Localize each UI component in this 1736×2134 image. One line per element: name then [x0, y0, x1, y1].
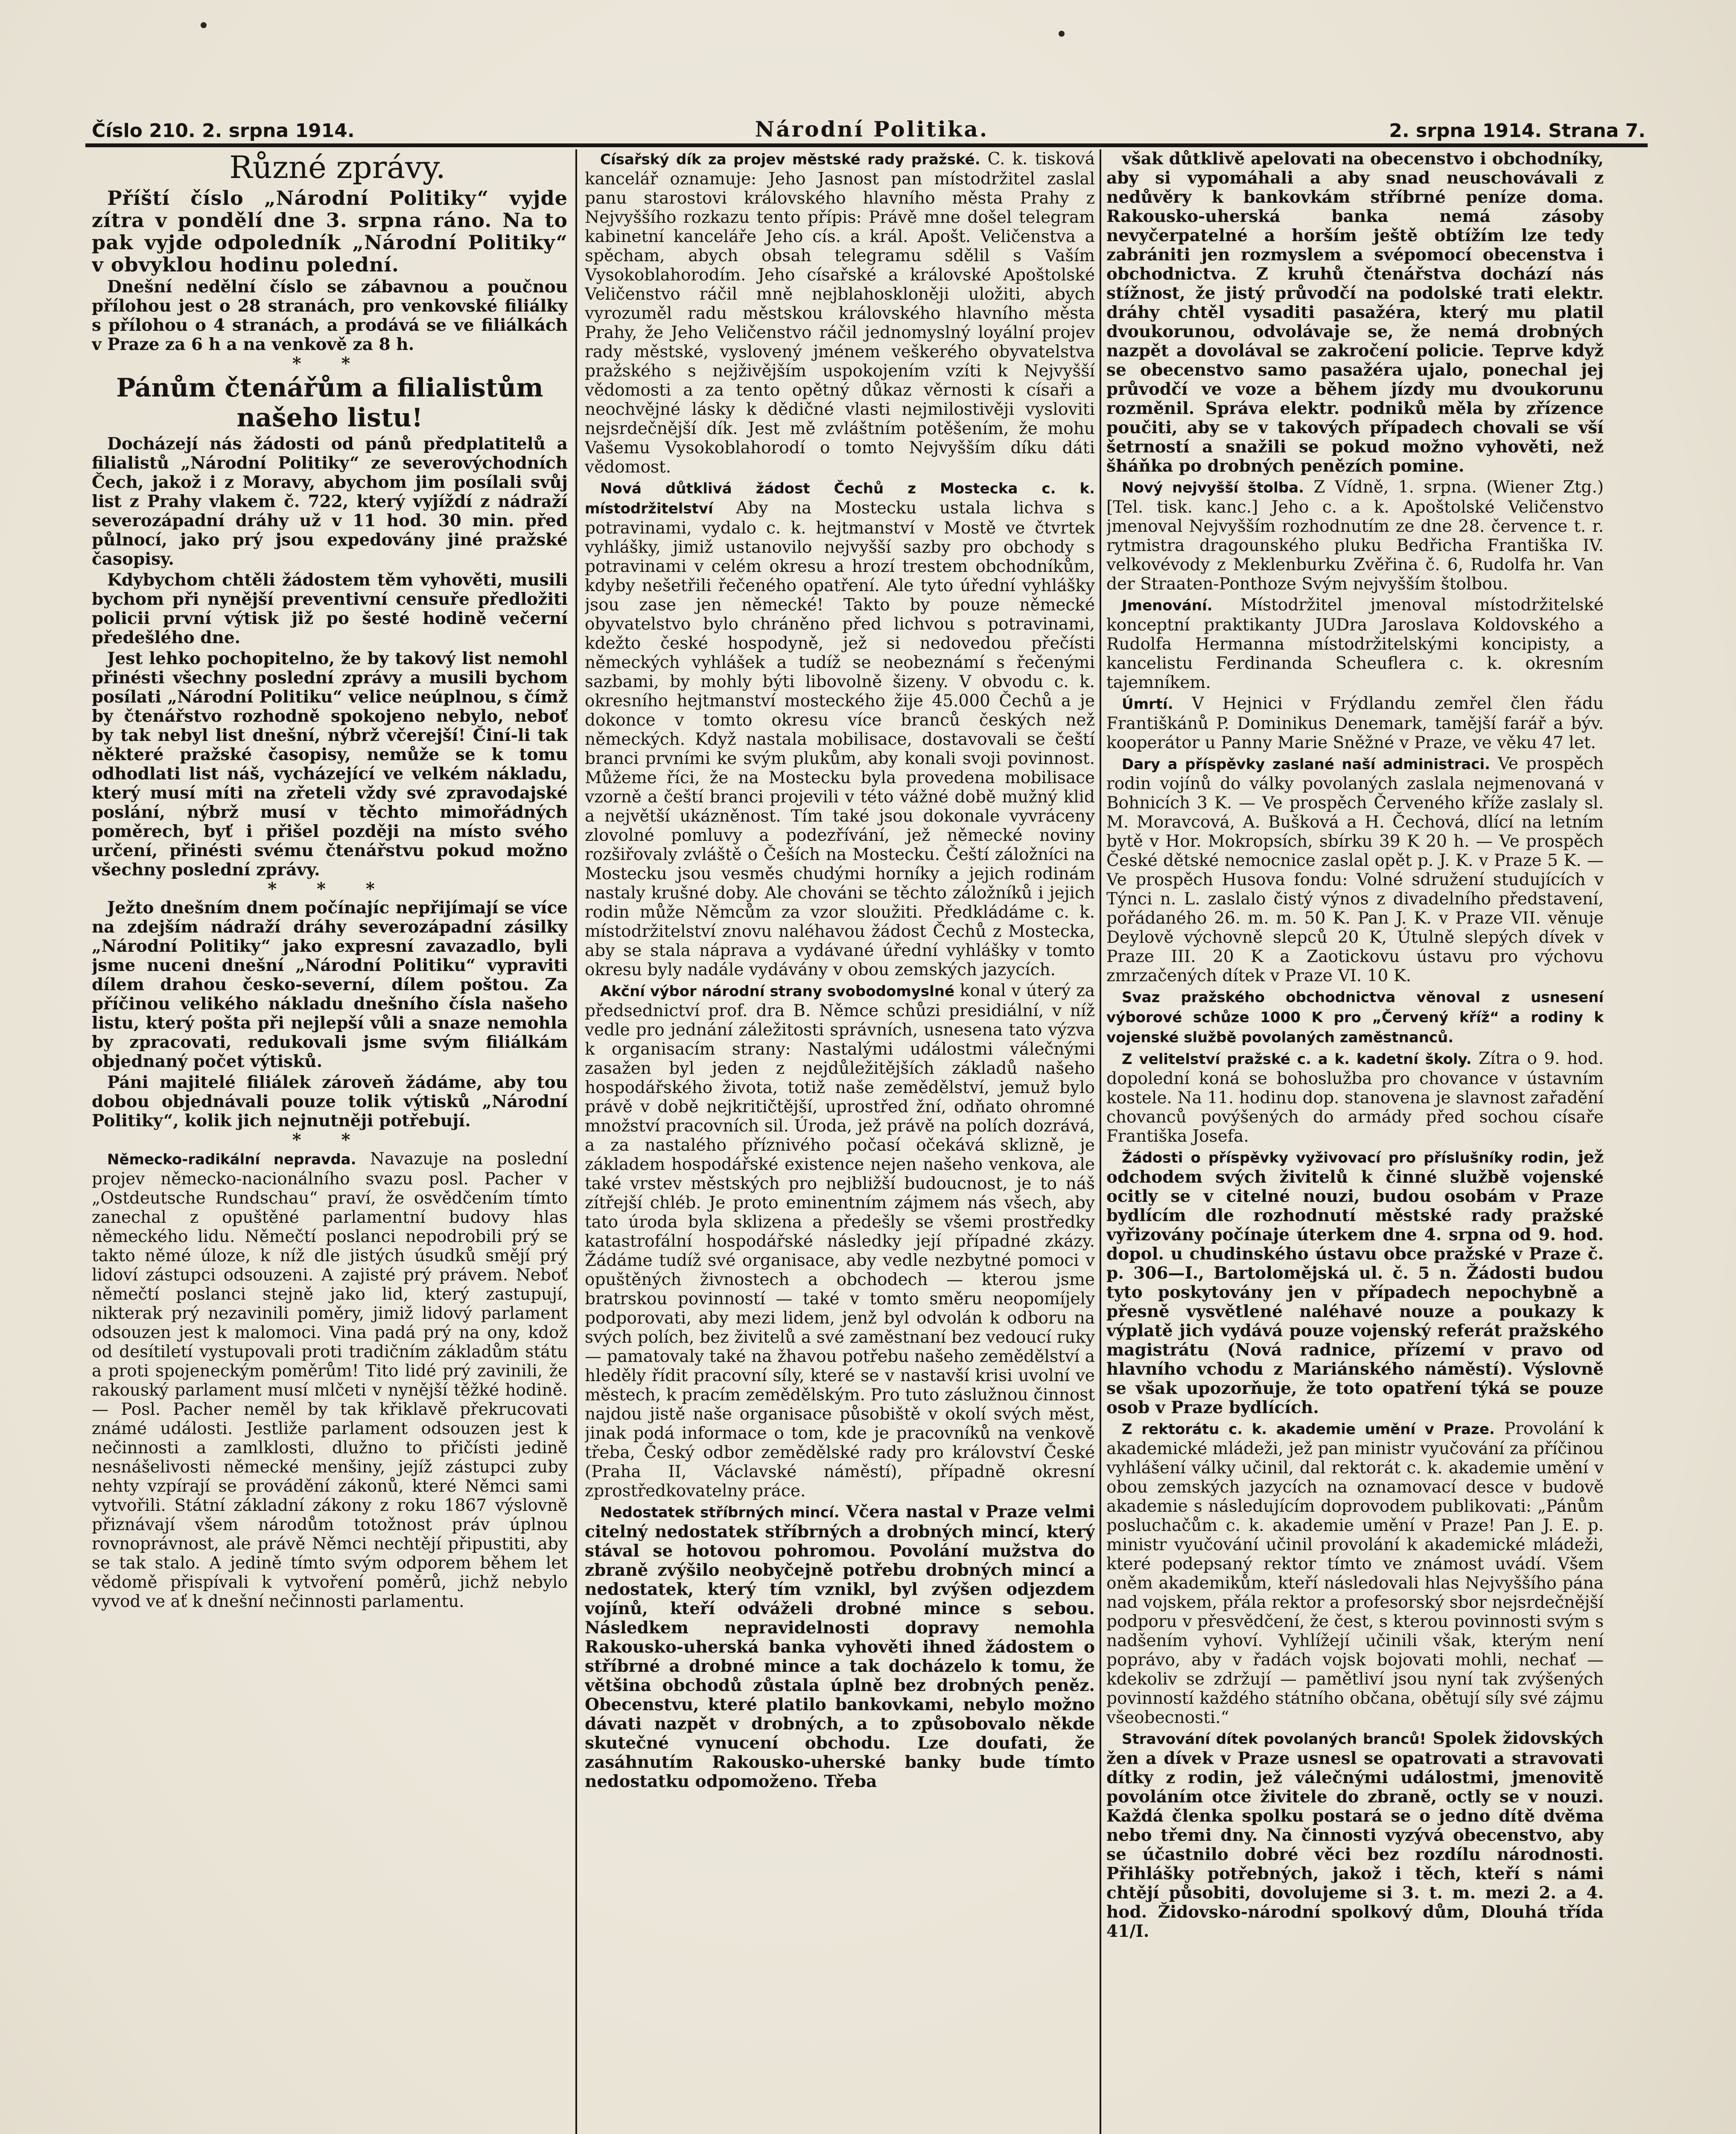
news-item-lead: Svaz pražského obchodnictva věnoval z usnesení výborové schůze 1000 K pro „Červený kříž“ a rodiny k vojenské službě povolaných zaměstnanců. — [1106, 989, 1604, 1046]
news-item-lead: Německo-radikální nepravda. — [107, 1151, 356, 1168]
news-item — [1106, 1148, 1604, 1417]
print-speck — [201, 22, 207, 28]
news-item-continuation: však důtklivě apelovati na obecenstvo i obchodníky, aby si vypomáhali a aby snad neuschovávali z nedůvěry k bankovkám stříbrné peníze doma. Rakousko-uherská banka nemá zásoby nevyčerpatelné a horším ještě obtížím lze tedy zabrániti jen rozmyslem a svépomocí obecenstva i obchodnictva. Z kruhů čtenářstva dochází nás stížnost, že jistý průvodčí na podolské trati elektr. dráhy chtěl vysaditi pasažéra, který mu platil dvoukorunou, odvolávaje se, že nemá drobných nazpět a dovolával se zakročení policie. Teprve když se obecenstvo samo pasažéra ujalo, ponechal jej průvodčí ve voze a během jízdy mu dvoukorunu rozměnil. Správa elektr. podniků měla by zřízence poučiti, aby se v takových případech chovali se vší šetrností a snažili se pokud možno vyhověti, než šháňka po drobných penězích pomine. — [1106, 149, 1604, 476]
column-3 — [1106, 149, 1604, 2134]
separator-stars: * * * — [268, 879, 392, 899]
column-divider — [575, 149, 577, 2134]
news-item — [585, 478, 1095, 980]
news-item-lead: Nová důtklivá žádost Čechů z Mostecka c. k. místodržitelství — [585, 480, 1095, 517]
news-item — [1106, 987, 1604, 1047]
news-item-lead: Úmrtí. — [1122, 696, 1173, 713]
news-item-text: konal v úterý za předsednictví prof. dra B. Němce schůzi presidiální, v níž vedle pro jednání záležitosti správních, usnesena tato výzva k organisacím strany: Nastalými událostmi válečnými zasažen byl jeden z nejdůležitějších základů našeho hospodářského života, totiž naše zemědělství, jemuž bylo právě v době nejkritičtější, uprostřed žní, odňato ohromné množství pracovních sil. Úroda, jež právě na polích dozrává, a za nastalého příznivého počasí očekává sklizně, je základem hospodářské existence nejen našeho venkova, ale také vrstev městských pro nejbližší budoucnost, je to náš zítřejší chléb. Je proto eminentním zájmem nás všech, aby tato úroda byla sklizena a předešly se všemi prostředky katastrofální hospodářské následky její případné zkázy. Žádáme tudíž své organisace, aby vedle nezbytné pomoci v opuštěných živnostech a obchodech — kterou jsme bratrskou povinností — také v tomto směru neopomíjely podporovati, aby mezi lidem, jenž byl odvolán k odboru na svých polích, bez živitelů a své zaměstnaní bez vedoucí ruky — pamatovaly také na žhavou potřebu našeho zemědělství a hleděly řídit pracovní síly, které se v nastavší krisi uvolní ve městech, k pracím zemědělským. Pro tuto záslužnou činnost najdou jistě naše organisace působiště v okolí svých měst, jinak podá informace o tom, kde je pracovníků na venkově třeba, Český odbor zemědělské rady pro království České (Praha II, Václavské náměstí), případně okresní zprostředkovatelny práce. — [585, 981, 1095, 1501]
page-number: 2. srpna 1914. Strana 7. — [1389, 120, 1646, 142]
next-issue-notice: Příští číslo „Národní Politiky“ vyjde zítra v pondělí dne 3. srpna ráno. Na to pak vyjde odpoledník „Národní Politiky“ v obvyklou hodinu polední. — [92, 187, 568, 276]
masthead — [92, 112, 1646, 142]
header-rule — [85, 143, 1648, 147]
separator-stars: * * — [292, 353, 368, 373]
news-item — [1106, 754, 1604, 985]
news-item-lead: Dary a příspěvky zaslané naší administraci. — [1122, 756, 1491, 773]
news-item-text: V Hejnici v Frýdlandu zemřel člen řádu Františkánů P. Dominikus Denemark, tamější farář a býv. kooperátor u Panny Marie Sněžné v Praze, ve věku 47 let. — [1106, 694, 1604, 752]
news-item-text: Navazuje na poslední projev německo-nacionálního svazu posl. Pacher v „Ostdeutsche Rundschau“ praví, že osvědčením tímto zanechal z opuštěné parlamentní budovy hlas německého lidu. Němečtí poslanci nepodrobili prý se takto němé úloze, k níž dle jistých úsudků smějí prý lidoví zástupci odsouzeni. A zajisté prý právem. Neboť němečtí poslanci stejně jako lid, který zastupují, nikterak prý nezavinili poměry, jimiž lidový parlament odsouzen jest k malomoci. Vina padá prý na ony, kdož od desítiletí vystupovali proti tradičním základům státu a proti spojeneckým poměrům! Tito lidé prý zavinili, že rakouský parlament musí mlčeti v nynější těžké hodině. — Posl. Pacher neměl by tak křiklavě překrucovati známé události. Jestliže parlament odsouzen jest k nečinnosti a zamlklosti, dlužno to přičísti jedině nesnášelivosti německé menšiny, jejíž zástupci zuby nehty vzpírají se provádění zákonů, které Němci sami vytvořili. Státní základní zákony z roku 1867 výslovně přiznávají všem národům totožnost práv úplnou rovnoprávnost, ale právě Němci nechtějí připustiti, aby se tak stalo. A jedině tímto svým odporem během let vědomě přispívali k vytvoření poměrů, jichž nebylo vyvod ve ať k dnešní nečinnosti parlamentu. — [92, 1149, 568, 1611]
news-item — [92, 1149, 568, 1611]
article-paragraph: Docházejí nás žádosti od pánů předplatitelů a filialistů „Národní Politiky“ ze severovýchodních Čech, jakož i z Moravy, abychom jim posílali svůj list z Prahy vlakem č. 722, který vyjíždí z nádraží severozápadní dráhy už v 11 hod. 30 min. před půlnocí, jako prý jsou expedovány jiné pražské časopisy. — [92, 434, 568, 569]
news-item-text: Včera nastal v Praze velmi citelný nedostatek stříbrných a drobných mincí, který stával se hotovou pohromou. Povolání mužstva do zbraně zvýšilo neobyčejně potřebu drobných mincí a nedostatek, který tím vznikl, byl zvýšen odjezdem vojínů, kteří odváželi drobné mince s sebou. Následkem nepravidelnosti dopravy nemohla Rakousko-uherská banka vyhověti ihned žádostem o stříbrné a drobné mince a tak docházelo k tomu, že většina obchodů zůstala úplně bez drobných peněz. Obecenstvu, které platilo bankovkami, nebylo možno dávati nazpět v drobných, a to způsobovalo někde skutečné vynucení obchodu. Lze doufati, že zasáhnutím Rakousko-uherské banky bude tímto nedostatku odpomoženo. Třeba — [585, 1502, 1095, 1791]
print-speck — [1059, 31, 1065, 37]
article-heading: Pánům čtenářům a filialistům našeho listu! — [116, 373, 543, 433]
news-item — [1106, 478, 1604, 594]
news-item — [1106, 1419, 1604, 1727]
supplement-notice: Dnešní nedělní číslo se zábavnou a poučnou přílohou jest o 28 stranách, pro venkovské filiálky s přílohou o 4 stranách, a prodává se ve filiálkách v Praze za 6 h a na venkově za 8 h. — [92, 277, 568, 354]
news-item-text: Ve prospěch rodin vojínů do války povolaných zaslala nejmenovaná v Bohnicích 3 K. — Ve prospěch Červeného kříže zaslaly sl. M. Moravcová, A. Bušková a H. Čechová, dlící na letním bytě v Hor. Mokropsích, sbírku 39 K 20 h. — Ve prospěch České dětské nemocnice zaslal opět p. J. K. v Praze 5 K. — Ve prospěch Husova fondu: Volné sdružení studujících v Týnci n. L. zaslalo čistý výnos z divadelního představení, pořádaného 26. m. m. 50 K. Pan J. K. v Praze VII. věnuje Deylově výchovně slepců 20 K, Útulně slepých dívek v Praze III. 20 K a Zaotickovu ústavu pro výchovu zmrzačených dítek v Praze VI. 10 K. — [1106, 754, 1604, 985]
news-item-text: Místodržitel jmenoval místodržitelské konceptní praktikanty JUDra Jaroslava Koldovského a Rudolfa Hermanna místodržitelskými koncipisty, a kancelistu Ferdinanda Scheuflera c. k. okresním tajemníkem. — [1106, 595, 1604, 692]
news-item — [1106, 694, 1604, 752]
news-item-lead: Z velitelství pražské c. a k. kadetní školy. — [1122, 1051, 1472, 1068]
newspaper-name: Národní Politika. — [755, 117, 989, 142]
column-1 — [92, 149, 568, 2134]
news-item-lead: Nedostatek stříbrných mincí. — [600, 1504, 840, 1521]
column-2 — [585, 149, 1095, 2134]
news-item-lead: Císařský dík za projev městské rady pražské. — [600, 151, 980, 168]
news-item-lead: Akční výbor národní strany svobodomyslné — [600, 983, 955, 1000]
issue-number: Číslo 210. 2. srpna 1914. — [92, 120, 355, 142]
news-item — [1106, 1729, 1604, 1941]
news-item — [585, 1502, 1095, 1791]
news-item-text: C. k. tisková kancelář oznamuje: Jeho Jasnost pan místodržitel zaslal panu starostovi královského hlavního města Prahy z Nejvyššího rozkazu tento přípis: Právě mne došel telegram kabinetní kanceláře Jeho cís. a král. Apošt. Veličenstva a spěcham, abych obsah telegramu sdělil s Vaším Vysokoblahorodím. Jeho císařské a královské Apoštolské Veličenstvo ráčil mně nejblahoskloněji uložiti, abych vyrozuměl radu městskou královského hlavního města Prahy, že Jeho Veličenstvo ráčil jednomyslný loyální projev rady městské, vyslovený jménem veškerého obyvatelstva pražského s nejživějším uspokojením vzíti k Nejvyšší vědomosti a za tento opětný důkaz věrnosti k císaři a neochvějné lásky k dědičné vlasti nejmilostivěji vysloviti nejsrdečnější dík. Jest mě zvláštním potěšením, že mohu Vašemu Vysokoblahorodí o tomto Nejvyšším díku dáti vědomost. — [585, 149, 1095, 477]
news-item — [585, 981, 1095, 1501]
news-item — [585, 149, 1095, 477]
article-paragraph: Ježto dnešním dnem počínajíc nepřijímají se více na zdejším nádraží dráhy severozápadní zásilky „Národní Politiky“ jako expresní zavazadlo, byli jsme nuceni dnešní „Národní Politiku“ vypraviti dílem drahou česko-severní, dílem poštou. Za příčinou velikého nákladu dnešního čísla našeho listu, který pošta při nejlepší vůli a snaze nemohla by zpracovati, redukovali jsme svým filiálkám objednaný počet výtisků. — [92, 898, 568, 1071]
news-item — [1106, 1049, 1604, 1146]
news-item-text: Provolání k akademické mládeži, jež pan ministr vyučování za příčinou vyhlášení války učinil, dal rektorát c. k. akademie umění v obou zemských jazycích na oznamovací desce v budově akademie s následujícím doprovodem publikovati: „Pánům posluchačům c. k. akademie umění v Praze! Pan J. E. p. ministr vyučování učinil provolání k akademické mládeži, které podepsaný rektor tímto ve známost uvádí. Všem oněm akademikům, kteří následovali hlas Nejvyššího pána nad vojskem, přála rektor a profesorský sbor nejsrdečnější podporu v přesvědčení, že čest, s kterou povinnosti svým s nadšením vyhoví. Vyhlížejí učinili však, kterým není poprávo, aby v řadách vojsk bojovati mohli, nechať — kdekoliv se zdržují — pamětliví jsou nyní tak zvýšených povinností každého státního občana, obětují síly své zájmu všeobecnosti.“ — [1106, 1419, 1604, 1727]
news-item-lead: Žádosti o příspěvky vyživovací pro příslušníky rodin, — [1122, 1149, 1570, 1166]
article-paragraph: Jest lehko pochopitelno, že by takový list nemohl přinésti všechny poslední zprávy a musili bychom posílati „Národní Politiku“ velice neúplnou, s čímž by čtenářstvo rozhodně spokojeno nebylo, neboť by tak nebyl list dnešní, nýbrž včerejší! Činí-li tak některé pražské časopisy, nemůže se k tomu odhodlati list náš, vycházející ve velkém nákladu, který musí míti na zřeteli vždy své zpravodajské poslání, nýbrž musí v těchto mimořádných poměrech, byť i přišel později na místo svého určení, přinésti svému čtenářstvu pokud možno všechny poslední zprávy. — [92, 649, 568, 880]
news-item-lead: Nový nejvyšší štolba. — [1122, 479, 1304, 496]
news-item-lead: Z rektorátu c. k. akademie umění v Praze. — [1122, 1421, 1495, 1438]
news-item-lead: Jmenování. — [1122, 597, 1213, 614]
separator-stars: * * — [292, 1130, 368, 1150]
news-item-text: Spolek židovských žen a dívek v Praze usnesl se opatrovati a stravovati dítky z rodin, jež válečnými událostmi, jmenovitě povoláním otce živitele do zbraně, octly se v nouzi. Každá členka spolku postará se o jedno dítě dvěma nebo třemi dny. Na činnosti vyzývá obecenstvo, aby se účastnilo dobré věci bez rozdílu národnosti. Přihlášky potřebných, jakož i těch, kteří s námi chtějí působiti, dovolujeme si 3. t. m. mezi 2. a 4. hod. Židovsko-národní spolkový dům, Dlouhá třída 41/I. — [1106, 1729, 1604, 1941]
article-paragraph: Páni majitelé filiálek zároveň žádáme, aby tou dobou objednávali pouze tolik výtisků „Národní Politiky“, kolik jich nejnutněji potřebují. — [92, 1073, 568, 1131]
section-title: Různé zprávy. — [229, 149, 446, 185]
news-item-text: jež odchodem svých živitelů k činné službě vojenské ocitly se v citelné nouzi, budou osobám v Praze bydlícím dle rozhodnutí městské rady pražské vyřizovány počínaje úterkem dne 4. srpna od 9. hod. dopol. u chudinského ústavu obce pražské v Praze č. p. 306—I., Bartolomějská ul. č. 5 n. Žádosti budou tyto poskytovány jen v případech nepochybně a přesně vysvětlené naléhavé nouze a poukazy k výplatě jich vydává pouze vojenský referát pražského magistrátu (Nová radnice, přízemí v pravo od hlavního vchodu z Mariánského náměstí). Výslovně se však upozorňuje, že toto opatření týká se pouze osob v Praze bydlících. — [1106, 1147, 1604, 1417]
news-item-lead: Stravování dítek povolaných branců! — [1122, 1731, 1427, 1748]
column-divider — [1100, 149, 1101, 2134]
news-item-text: Z Vídně, 1. srpna. (Wiener Ztg.) [Tel. tisk. kanc.] Jeho c. a k. Apoštolské Veličenstvo jmenoval Nejvyšším rozhodnutím ze dne 28. července t. r. rytmistra dragounského pluku Bedřicha Františka IV. velkovévody z Meklenburku Zvěřina č. 6, Rudolfa hr. Van der Straaten-Ponthoze Svým nejvyšším štolbou. — [1106, 478, 1604, 594]
article-paragraph: Kdybychom chtěli žádostem těm vyhověti, musili bychom při nynější preventivní censuře předložiti policii první výtisk již po šesté hodině večerní předešlého dne. — [92, 570, 568, 647]
news-item-text: Aby na Mostecku ustala lichva s potravinami, vydalo c. k. hejtmanství v Mostě ve čtvrtek vyhlášky, jimiž ustanovilo nejvyšší sazby pro obchody s potravinami v celém okresu a hrozí trestem obchodníkům, kdyby nešetřili řečeného opatření. Ale tyto úřední vyhlášky jsou zase jen německé! Takto by pouze německé obyvatelstvo bylo chráněno před lichvou s potravinami, kdežto české hospodyně, jež si nedovedou přečísti německých vyhlášek a tudíž se neobeznámí s řečenými sazbami, by mohly býti libovolně šizeny. V obvodu c. k. okresního hejtmanství mosteckého žije 45.000 Čechů a je dokonce v tomto okresu více branců českých než německých. Když nastala mobilisace, dostavovali se čeští branci prvními ke svým plukům, aby konali svoji povinnost. Můžeme říci, že na Mostecku byla provedena mobilisace vzorně a čeští branci projevili v této vážné době mužný klid a největší ukázněnost. Tím také jsou dokonale vyvráceny zlovolné pomluvy a podezřívání, jež německé noviny rozšiřovaly zvláště o Češích na Mostecku. Čeští záložníci na Mostecku jsou vesměs chudými horníky a jejich rodinám nastaly krušné doby. Ale chováni se těchto záložníků i jejich rodin může Němcům za vzor sloužiti. Předkládáme c. k. místodržitelství znovu naléhavou žádost Čechů z Mostecka, aby se stala náprava a vydávané úřední vyhlášky v tomto okresu byly nadále vydávány v obou zemských jazycích. — [585, 499, 1095, 980]
news-item — [1106, 595, 1604, 692]
news-item-text: Zítra o 9. hod. dopolední koná se bohoslužba pro chovance v ústavním kostele. Na 11. hodinu dop. stanovena je slavnost zařadění chovanců povýšených do armády před sochou císaře Františka Josefa. — [1106, 1049, 1604, 1146]
